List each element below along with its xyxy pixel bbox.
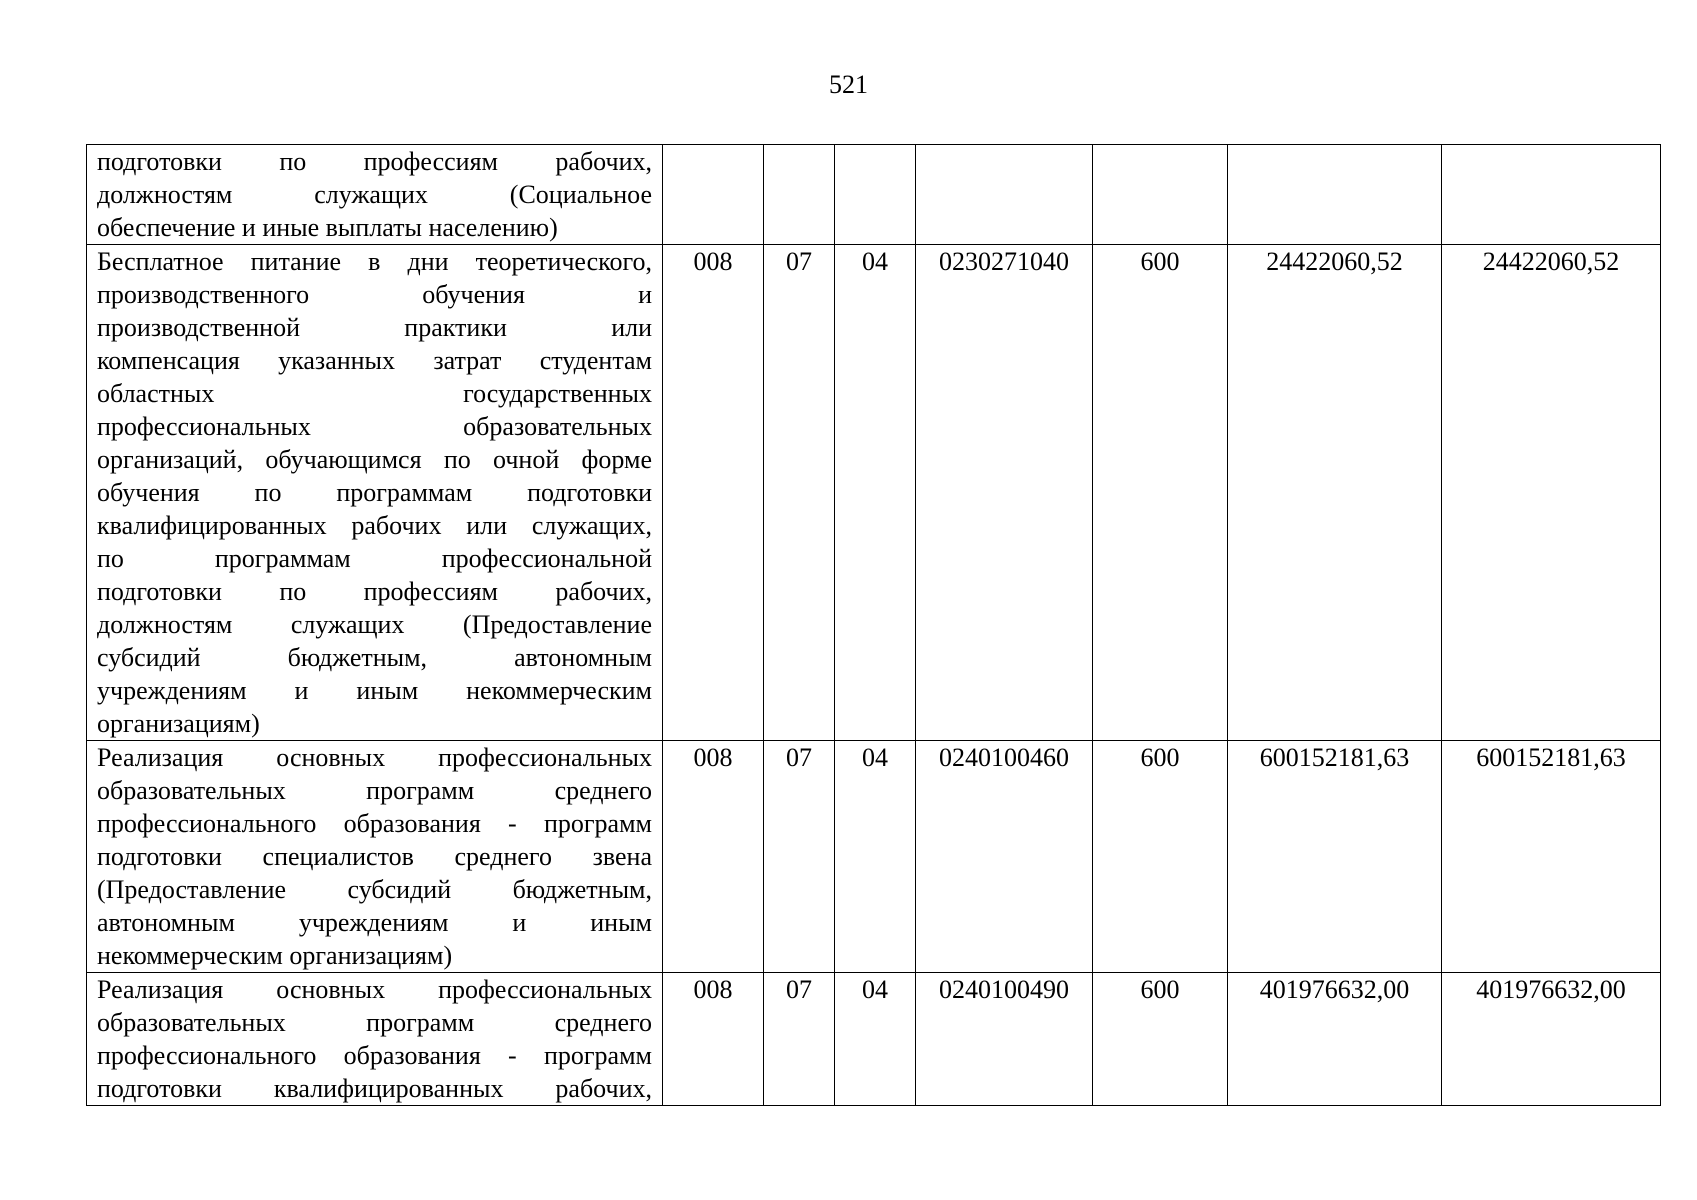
sum2-cell: 600152181,63 [1442, 741, 1661, 973]
row-name-cell: Реализация основных профессиональных образовательных программ среднего профессионального образования - программ подготовки специалистов среднего звена (Предоставление субсидий бюджетным, автономным учреждениям и иным некоммерческим организациям) [87, 741, 663, 973]
table-row [87, 245, 1661, 741]
vr-cell: 600 [1093, 741, 1228, 973]
csr-cell: 0240100490 [916, 973, 1093, 1106]
csr-cell [916, 145, 1093, 245]
razdel-cell: 07 [764, 245, 835, 741]
podrazdel-cell: 04 [835, 973, 916, 1106]
table-row [87, 741, 1661, 973]
sum1-cell: 24422060,52 [1228, 245, 1442, 741]
grbs-cell: 008 [663, 741, 764, 973]
sum2-cell: 24422060,52 [1442, 245, 1661, 741]
grbs-cell [663, 145, 764, 245]
sum1-cell: 401976632,00 [1228, 973, 1442, 1106]
vr-cell: 600 [1093, 245, 1228, 741]
razdel-cell: 07 [764, 741, 835, 973]
row-name-cell: Бесплатное питание в дни теоретического, производственного обучения и производственной практики или компенсация указанных затрат студентам областных государственных профессиональных образовательных организаций, обучающимся по очной форме обучения по программам подготовки квалифицированных рабочих или служащих, по программам профессиональной подготовки по профессиям рабочих, должностям служащих (Предоставление субсидий бюджетным, автономным учреждениям и иным некоммерческим организациям) [87, 245, 663, 741]
sum1-cell: 600152181,63 [1228, 741, 1442, 973]
razdel-cell: 07 [764, 973, 835, 1106]
sum1-cell [1228, 145, 1442, 245]
row-name-cell: Реализация основных профессиональных образовательных программ среднего профессионального образования - программ подготовки квалифицированных рабочих, [87, 973, 663, 1106]
table-row [87, 973, 1661, 1106]
csr-cell: 0240100460 [916, 741, 1093, 973]
vr-cell: 600 [1093, 973, 1228, 1106]
razdel-cell [764, 145, 835, 245]
row-name-cell: подготовки по профессиям рабочих, должностям служащих (Социальное обеспечение и иные выплаты населению) [87, 145, 663, 245]
csr-cell: 0230271040 [916, 245, 1093, 741]
table-row [87, 145, 1661, 245]
budget-table [86, 144, 1661, 1106]
grbs-cell: 008 [663, 245, 764, 741]
podrazdel-cell: 04 [835, 245, 916, 741]
vr-cell [1093, 145, 1228, 245]
sum2-cell [1442, 145, 1661, 245]
grbs-cell: 008 [663, 973, 764, 1106]
podrazdel-cell: 04 [835, 741, 916, 973]
podrazdel-cell [835, 145, 916, 245]
sum2-cell: 401976632,00 [1442, 973, 1661, 1106]
page-number: 521 [829, 70, 868, 99]
